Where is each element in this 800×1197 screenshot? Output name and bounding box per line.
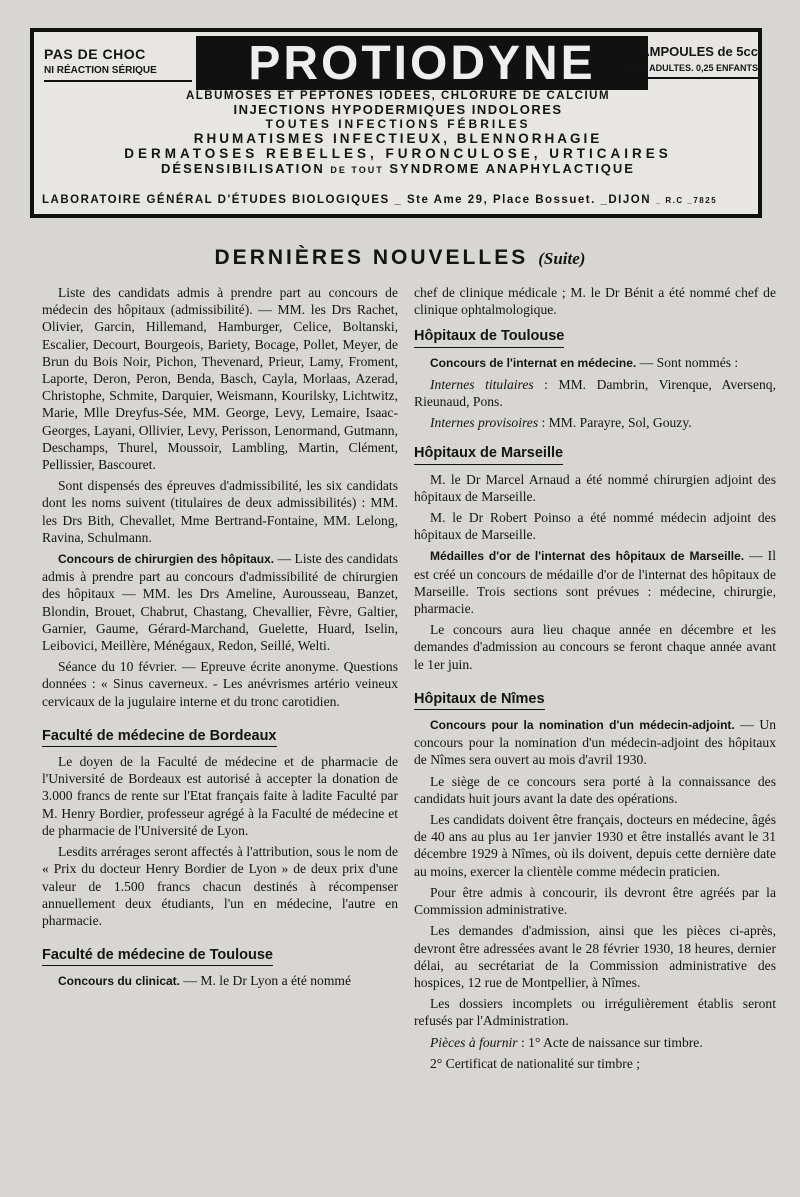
ad-brand-name: PROTIODYNE [196,36,648,90]
ad-line-6 [42,161,754,176]
section-heading-toulouse-faculte: Faculté de médecine de Toulouse [42,947,273,966]
paragraph-lead: Concours pour la nomination d'un médecin-adjoint. [430,718,735,733]
ad-left-rule [44,80,192,82]
paragraph-agrees: Pour être admis à concourir, ils devront être agréés par la Commission administrative. [414,884,776,918]
section-heading-bordeaux: Faculté de médecine de Bordeaux [42,728,277,747]
paragraph-label: Internes titulaires [430,376,534,392]
paragraph-lead: Concours de l'internat en médecine. [430,355,637,370]
paragraph-candidats-medecin: Liste des candidats admis à prendre part au concours de médecin des hôpitaux (admissibilité). — MM. les Drs Rachet, Olivier, Garcin, Hillemand, Hamburger, Celice, Boltanski, Escalier, Decourt, Bourgeois, Bariety, Bocage, Pollet, Meyer, de Brun du Bois Noir, Pichon, Thevenard, Prieur, Lamy, Froment, Laporte, Deron, Peron, Benda, Basch, Cayla, Morlaas, Azerad, Christophe, Schmite, Darquier, Weismann, Kourilsky, Lichtwitz, Marie, Mlle Dreyfus-Sée, MM. George, Levy, Lemaire, Isaac-Georges, Layani, Ollivier, Levy, Perisson, Lenormand, Gutmann, Deschamps, Thurel, Moussoir, Lambling, Martin, Clément, Pellissier, Bascouret. [42,285,398,473]
ad-footer-text: LABORATOIRE GÉNÉRAL D'ÉTUDES BIOLOGIQUES _ Ste Ame 29, Place Bossuet. _DIJON [42,194,652,206]
paragraph-prix-bordier: Lesdits arrérages seront affectés à l'attribution, sous le nom de « Prix du docteur Henry Bordier de Lyon » de deux prix d'une valeur de 1.500 francs chacun destinés à récompenser annuellement deux étudiants, l'un en médecine, l'autre en pharmacie. [42,844,398,928]
ad-left-line1: PAS DE CHOC [44,46,146,62]
ad-right-rule [628,77,758,79]
ad-left-panel [44,46,192,82]
paragraph-dispenses: Sont dispensés des épreuves d'admissibilité, les six candidats dont les noms suivent (titulaires de deux admissibilités) : MM. les Drs Bith, Chevallet, Mme Bertrand-Fontaine, MM. Lelong, Ravina, Schulmann. [42,478,398,545]
left-column [42,284,398,995]
paragraph-poinso: M. le Dr Robert Poinso a été nommé médecin adjoint des hôpitaux de Marseille. [414,510,776,543]
paragraph-donation: Le doyen de la Faculté de médecine et de pharmacie de l'Université de Bordeaux est autorisé à accepter la donation de 3.000 francs de rente sur l'Etat français faite à ladite Faculté par M. Henry Bordier, professeur agrégé à la Faculté de médecine et de pharmacie de l'Université de Lyon. [42,754,398,838]
section-heading-toulouse: Hôpitaux de Toulouse [414,328,564,347]
paragraph-pieces [414,1034,776,1051]
ad-indications [42,90,754,176]
paragraph-body: — M. le Dr Lyon a été nommé [180,973,352,989]
paragraph-medecin-adjoint [414,716,776,769]
ad-laboratory-address [42,194,754,206]
paragraph-label: Internes provisoires [430,415,539,431]
paragraph-seance: Séance du 10 février. — Epreuve écrite anonyme. Questions données : « Sinus caverneux. - Les anévrismes artério veineux cervicaux de la jugulaire interne et du tronc carotidien. [42,659,398,709]
protiodyne-advertisement [30,28,762,218]
ad-line-4: RHUMATISMES INFECTIEUX, BLENNORHAGIE [193,131,603,146]
page-title-suite: (Suite) [538,249,586,268]
ad-footer-rc: _ R.C _7825 [655,196,718,205]
paragraph-candidats-conditions: Les candidats doivent être français, docteurs en médecine, âgés de 40 ans au plus au 1er janvier 1930 et être installés avant le 31 décembre 1929 à Nîmes, où ils doivent, depuis cette dernière date au moins, exercer la clientèle comme médecin praticien. [414,812,776,879]
page-title [0,246,800,270]
ad-line-6b: DE TOUT [330,165,384,175]
paragraph-body: : MM. Parayre, Sol, Gouzy. [538,415,692,431]
ad-line-3: TOUTES INFECTIONS FÉBRILES [265,117,531,131]
ad-right-panel [628,44,758,79]
section-heading-marseille: Hôpitaux de Marseille [414,445,563,464]
section-heading-nimes: Hôpitaux de Nîmes [414,691,545,710]
paragraph-body: — Il est créé un concours de médaille d'or de l'internat des hôpitaux de Marseille. Trois sections sont prévues : médecine, chirurgie, pharmacie. [414,548,776,617]
paragraph-internes-provisoires [414,414,776,431]
ad-line-5: DERMATOSES REBELLES, FURONCULOSE, URTICAIRES [124,146,672,161]
ad-right-line1: AMPOULES de 5cc [640,44,758,59]
paragraph-body: — Un concours pour la nomination d'un médecin-adjoint des hôpitaux de Nîmes sera ouvert au mois d'avril 1930. [414,717,776,768]
paragraph-concours-chirurgien [42,550,398,654]
paragraph-lead: Concours du clinicat. [58,974,181,989]
paragraph-certificat: 2° Certificat de nationalité sur timbre ; [430,1055,641,1071]
paragraph-body: : MM. Dambrin, Virenque, Aversenq, Rieunaud, Pons. [414,376,776,410]
paragraph-concours-date: Le concours aura lieu chaque année en décembre et les demandes d'admission au concours se feront chaque année avant le 1er juin. [414,622,776,672]
paragraph-clinicat [42,972,398,990]
paragraph-body: : 1° Acte de naissance sur timbre. [517,1034,703,1050]
paragraph-internes-titulaires [414,376,776,410]
ad-line-6c: SYNDROME ANAPHYLACTIQUE [389,161,635,176]
paragraph-body: — Liste des candidats admis à prendre part au concours d'admissibilité de chirurgien des hôpitaux — MM. les Drs Ameline, Aurousseau, Banzet, Blondin, Brouet, Chabrut, Chastang, Chevallier, Fèvre, Galtier, Garnier, Gaume, Gérard-Marchand, Guelette, Huard, Iselin, Leibovici, Meillère, Ménégaux, Redon, Seillé, Welti. [42,551,399,654]
paragraph-medailles [414,547,776,617]
right-column [414,284,776,1076]
ad-left-line2: NI RÉACTION SÉRIQUE [44,65,157,76]
paragraph-label: Pièces à fournir [430,1034,518,1050]
ad-line-1: ALBUMOSES ET PEPTONES IODÉES, CHLORURE DE CALCIUM [185,90,611,102]
paragraph-lead: Concours de chirurgien des hôpitaux. [58,552,275,567]
paragraph-siege: Le siège de ce concours sera porté à la connaissance des candidats huit jours avant la date des opérations. [414,773,776,806]
paragraph-arnaud: M. le Dr Marcel Arnaud a été nommé chirurgien adjoint des hôpitaux de Marseille. [414,471,776,504]
paragraph-dossiers: Les dossiers incomplets ou irrégulièrement établis seront refusés par l'Administration. [414,996,776,1029]
paragraph-body: — Sont nommés : [639,354,739,370]
paragraph-internat [414,354,776,372]
ad-line-2: INJECTIONS HYPODERMIQUES INDOLORES [233,102,563,117]
paragraph-lead: Médailles d'or de l'internat des hôpitaux de Marseille. [430,549,745,564]
page-title-text: DERNIÈRES NOUVELLES [214,246,529,269]
ad-right-line2: 0,50 ADULTES. 0,25 ENFANTS [629,63,758,73]
paragraph-chef-clinique: chef de clinique médicale ; M. le Dr Bénit a été nommé chef de clinique ophtalmologique. [414,285,776,318]
paragraph-demandes: Les demandes d'admission, ainsi que les pièces ci-après, devront être adressées avant le 28 février 1930, 18 heures, dernier délai, au secrétariat de la Commission administrative des hospices, 12 rue de Montpellier, à Nîmes. [414,923,776,990]
ad-line-6a: DÉSENSIBILISATION [161,161,325,176]
